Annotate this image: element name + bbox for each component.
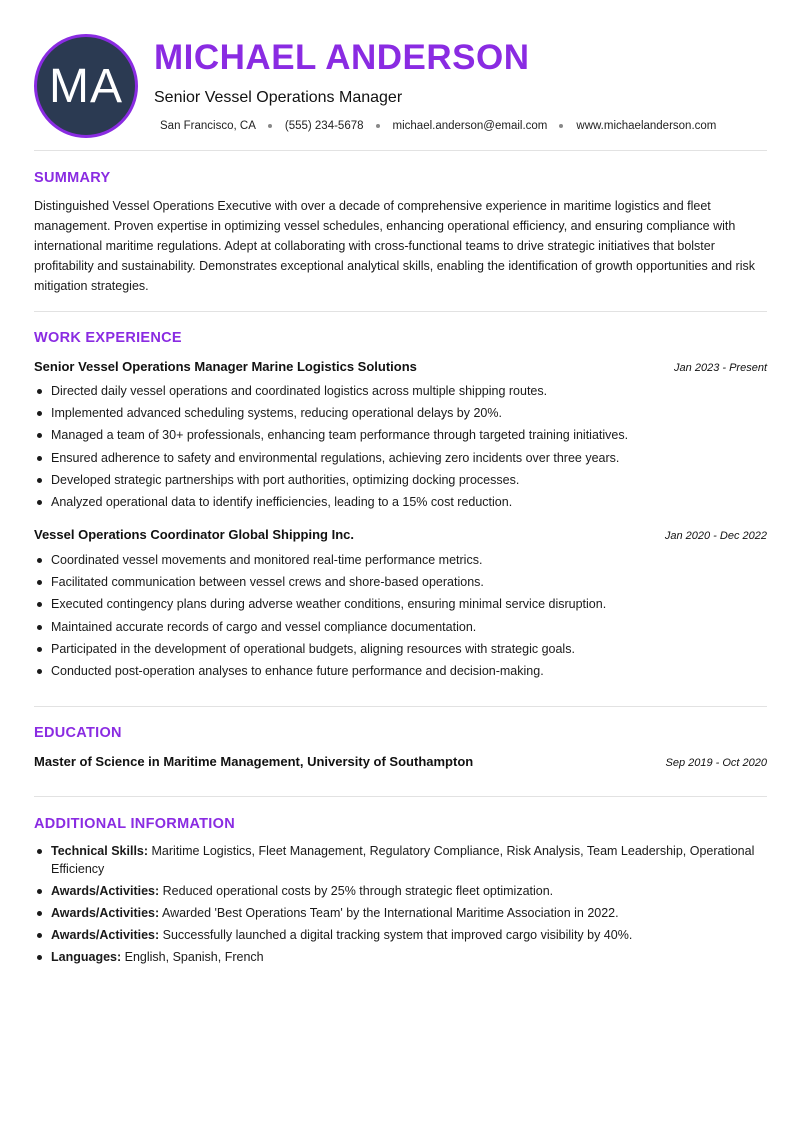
education-heading: EDUCATION [34, 725, 122, 741]
contact-email[interactable]: michael.anderson@email.com [392, 120, 548, 132]
job-date: Jan 2023 - Present [674, 362, 767, 374]
additional-list [34, 842, 769, 970]
list-item: Directed daily vessel operations and coordinated logistics across multiple shipping routes. [34, 380, 769, 402]
separator-dot [559, 124, 563, 128]
item-label: Awards/Activities: [51, 928, 160, 942]
section-divider [34, 150, 767, 151]
summary-text: Distinguished Vessel Operations Executive with over a decade of comprehensive experience in maritime logistics and fleet management. Proven expertise in optimizing vessel schedules, enhancing operational efficiency, and ensuring compliance with international maritime regulations. Adept at collaborating with cross-functional teams to drive strategic initiatives that bolster profitability and sustainability. Demonstrates exceptional analytical skills, enabling the identification of growth opportunities and risk mitigation strategies. [34, 199, 755, 293]
contact-website[interactable]: www.michaelanderson.com [576, 120, 717, 132]
education-degree: Master of Science in Maritime Management, University of Southampton [34, 754, 474, 769]
section-divider [34, 706, 767, 707]
candidate-name: MICHAEL ANDERSON [154, 38, 530, 77]
job-bullets [34, 549, 769, 682]
separator-dot [376, 124, 380, 128]
list-item: Implemented advanced scheduling systems, reducing operational delays by 20%. [34, 402, 769, 424]
job-bullets [34, 380, 769, 513]
list-item: Conducted post-operation analyses to enhance future performance and decision-making. [34, 660, 769, 682]
avatar [34, 34, 138, 138]
candidate-title: Senior Vessel Operations Manager [154, 89, 403, 106]
additional-heading: ADDITIONAL INFORMATION [34, 816, 235, 832]
list-item [34, 948, 769, 966]
item-text: English, Spanish, French [124, 950, 264, 964]
list-item: Developed strategic partnerships with port authorities, optimizing docking processes. [34, 469, 769, 491]
item-label: Technical Skills: [51, 844, 149, 858]
list-item: Facilitated communication between vessel crews and shore-based operations. [34, 571, 769, 593]
item-label: Awards/Activities: [51, 884, 160, 898]
list-item: Maintained accurate records of cargo and vessel compliance documentation. [34, 616, 769, 638]
avatar-initials: MA [49, 59, 123, 113]
item-text: Successfully launched a digital tracking system that improved cargo visibility by 40%. [162, 928, 633, 942]
item-text: Awarded 'Best Operations Team' by the International Maritime Association in 2022. [161, 906, 619, 920]
list-item: Ensured adherence to safety and environmental regulations, achieving zero incidents over three years. [34, 447, 769, 469]
list-item: Executed contingency plans during adverse weather conditions, ensuring minimal service disruption. [34, 593, 769, 615]
item-text: Reduced operational costs by 25% through strategic fleet optimization. [162, 884, 554, 898]
item-label: Languages: [51, 950, 122, 964]
list-item [34, 904, 769, 922]
job-header [34, 527, 767, 542]
list-item [34, 842, 769, 878]
item-text: Maritime Logistics, Fleet Management, Regulatory Compliance, Risk Analysis, Team Leadership, Operational Efficiency [51, 844, 755, 876]
contact-phone: (555) 234-5678 [284, 120, 364, 132]
list-item: Participated in the development of operational budgets, aligning resources with strategic goals. [34, 638, 769, 660]
list-item: Coordinated vessel movements and monitored real-time performance metrics. [34, 549, 769, 571]
section-divider [34, 796, 767, 797]
list-item: Analyzed operational data to identify inefficiencies, leading to a 15% cost reduction. [34, 491, 769, 513]
job-role: Senior Vessel Operations Manager Marine Logistics Solutions [34, 359, 417, 374]
contact-info [160, 120, 716, 132]
job-role: Vessel Operations Coordinator Global Shipping Inc. [34, 527, 354, 542]
job-date: Jan 2020 - Dec 2022 [664, 530, 767, 542]
summary-heading: SUMMARY [34, 170, 111, 186]
experience-heading: WORK EXPERIENCE [34, 330, 182, 346]
list-item [34, 882, 769, 900]
contact-location: San Francisco, CA [160, 120, 256, 132]
separator-dot [268, 124, 272, 128]
education-entry [34, 754, 767, 769]
job-header [34, 359, 767, 374]
section-divider [34, 311, 767, 312]
list-item [34, 926, 769, 944]
item-label: Awards/Activities: [51, 906, 160, 920]
education-date: Sep 2019 - Oct 2020 [665, 757, 767, 769]
list-item: Managed a team of 30+ professionals, enhancing team performance through targeted training initiatives. [34, 424, 769, 446]
